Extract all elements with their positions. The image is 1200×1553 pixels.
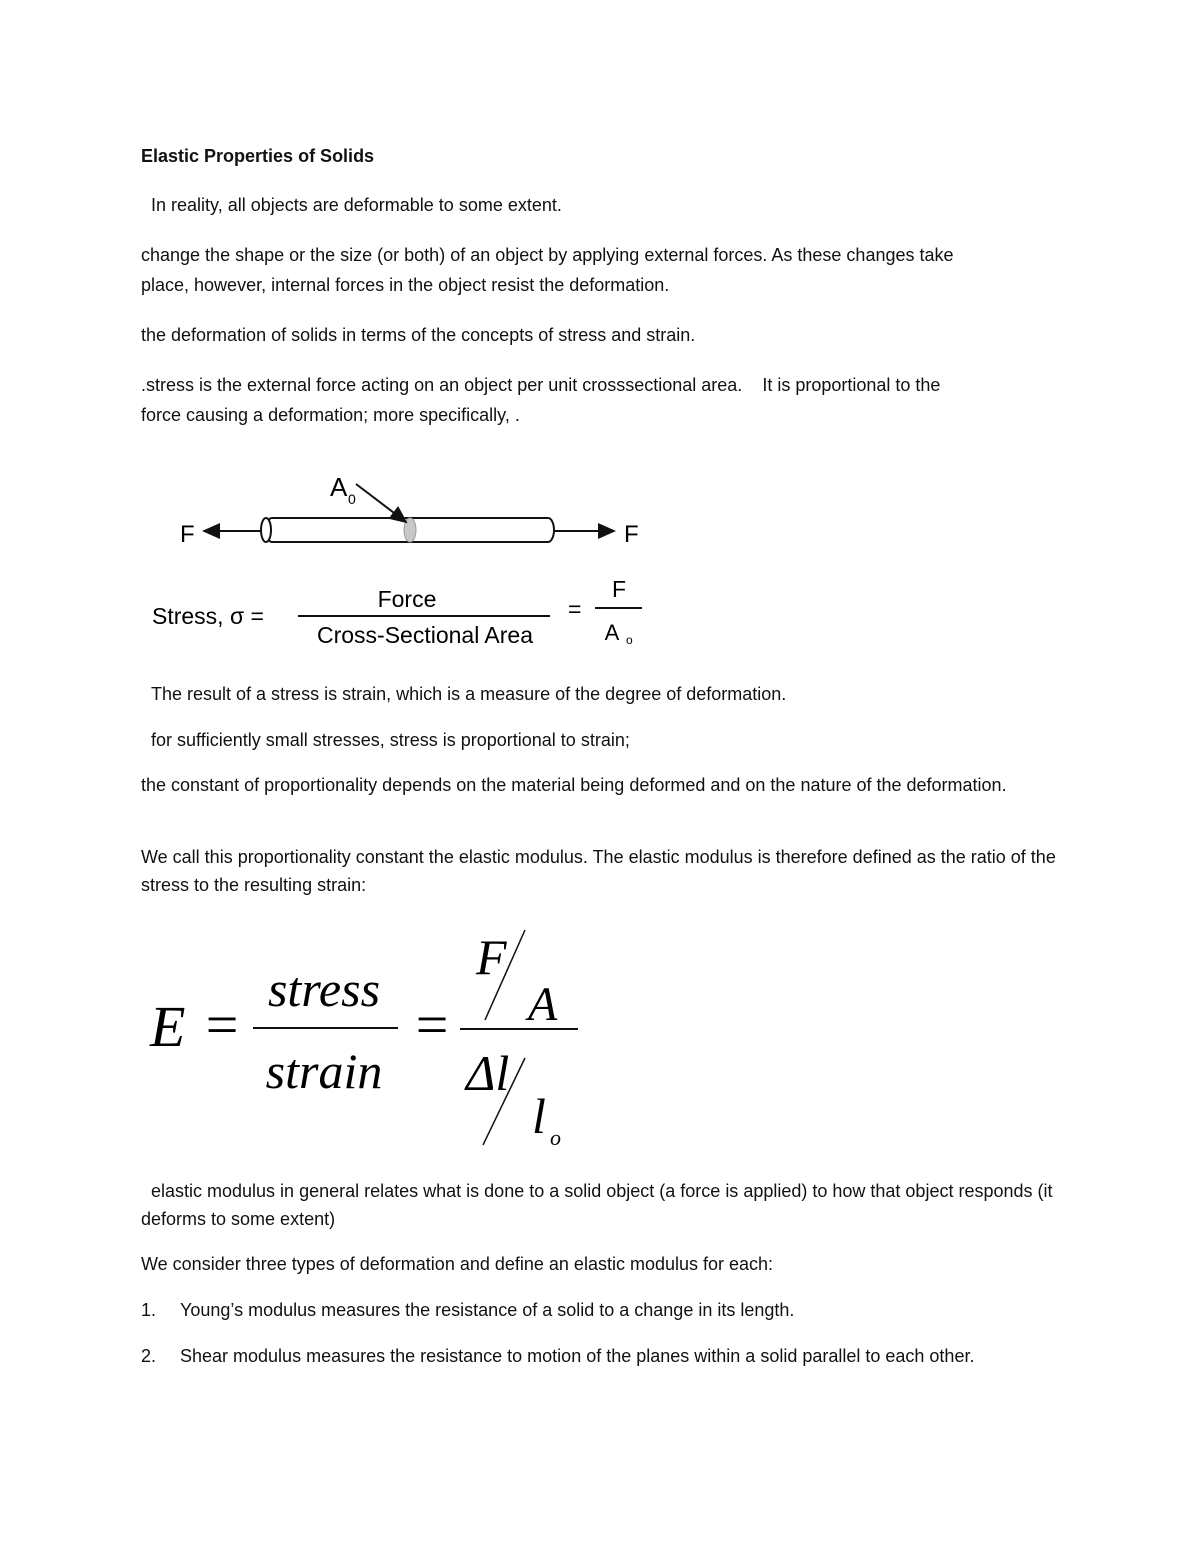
equals-sign: =: [412, 992, 452, 1057]
simple-fraction-numerator: F: [611, 576, 627, 602]
document-title: Elastic Properties of Solids: [141, 146, 375, 166]
area-label: A: [330, 472, 348, 502]
paragraph: The result of a stress is strain, which is a measure of the degree of deformation.: [151, 684, 787, 704]
paragraph: .stress is the external force acting on an object per unit crosssectional area. It is proportional to the: [141, 375, 941, 395]
equals-sign: =: [568, 596, 582, 622]
list-number: 1.: [141, 1300, 157, 1320]
paragraph: force causing a deformation; more specifically, .: [141, 405, 520, 425]
list-item: Shear modulus measures the resistance to motion of the planes within a solid parallel to each other.: [180, 1346, 975, 1366]
list-item: Young’s modulus measures the resistance of a solid to a change in its length.: [180, 1300, 795, 1320]
area-symbol: A: [528, 978, 558, 1031]
paragraph: change the shape or the size (or both) of an object by applying external forces. As these changes take: [141, 245, 954, 265]
paragraph: for sufficiently small stresses, stress is proportional to strain;: [151, 730, 630, 750]
equals-sign: =: [202, 992, 242, 1057]
stress-numerator: Force: [377, 586, 437, 612]
force-right-label: F: [624, 521, 639, 548]
paragraph: In reality, all objects are deformable to some extent.: [151, 195, 562, 215]
stress-label: Stress, σ =: [152, 603, 264, 629]
simple-fraction-denominator: A: [604, 620, 620, 645]
delta-l-symbol: Δl: [466, 1045, 510, 1101]
area-subscript: 0: [348, 491, 356, 507]
paragraph: We call this proportionality constant the elastic modulus. The elastic modulus is therefore defined as the ratio of the stress to the resulting strain:: [141, 847, 1056, 895]
modulus-symbol: E: [150, 994, 186, 1059]
list-number: 2.: [141, 1346, 157, 1366]
simple-fraction-subscript: o: [626, 633, 633, 647]
strain-word: strain: [265, 1043, 383, 1099]
paragraph: place, however, internal forces in the object resist the deformation.: [141, 275, 670, 295]
force-symbol: F: [476, 929, 507, 985]
force-left-label: F: [180, 521, 195, 548]
paragraph: the constant of proportionality depends on the material being deformed and on the nature of the deformation.: [141, 775, 1007, 795]
elastic-modulus-formula: [140, 920, 600, 1160]
paragraph: the deformation of solids in terms of the concepts of stress and strain.: [141, 325, 696, 345]
paragraph: elastic modulus in general relates what is done to a solid object (a force is applied) to how that object responds (it deforms to some extent): [141, 1181, 1053, 1229]
area-pointer-arrow: [356, 484, 406, 522]
stress-diagram: [140, 460, 680, 660]
length-subscript: o: [550, 1125, 561, 1150]
rod-end-cap: [261, 518, 271, 542]
length-symbol: l: [532, 1088, 546, 1144]
stress-denominator: Cross-Sectional Area: [316, 622, 534, 648]
stress-word: stress: [267, 961, 381, 1017]
paragraph: We consider three types of deformation and define an elastic modulus for each:: [141, 1254, 774, 1274]
